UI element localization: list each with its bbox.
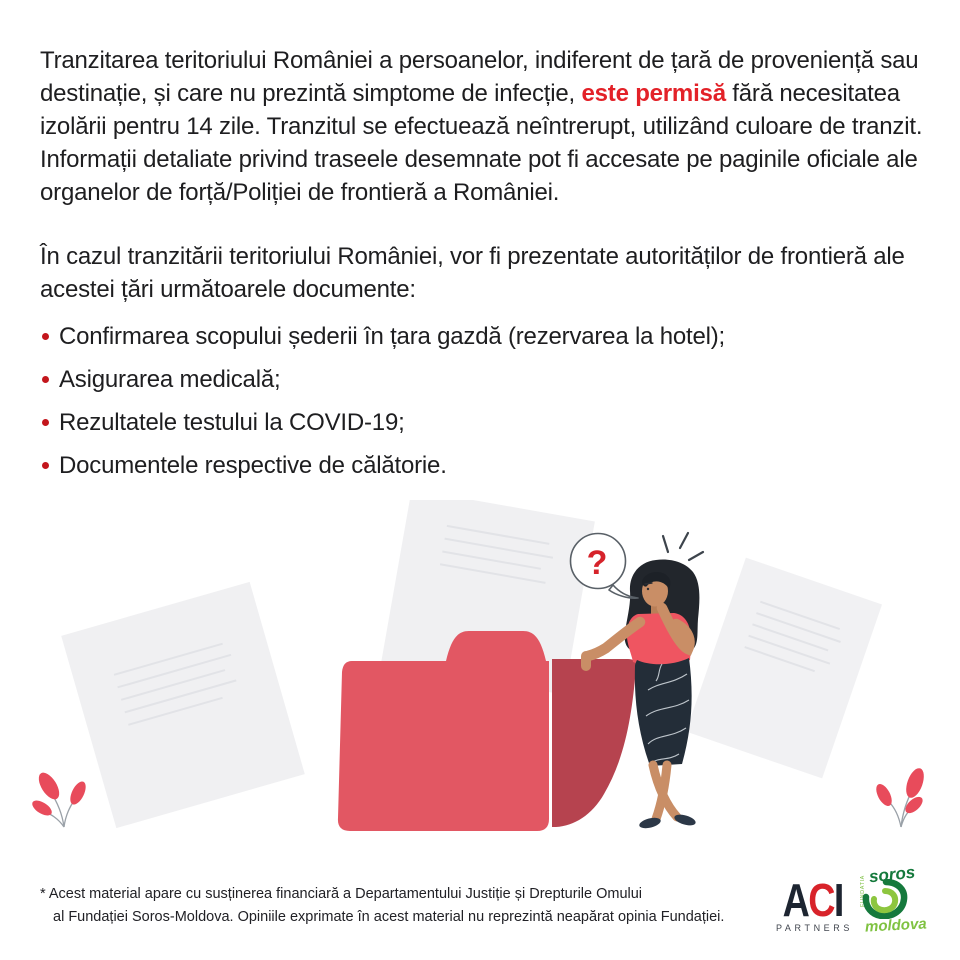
- eye: [647, 588, 649, 590]
- intro-paragraph: [40, 44, 924, 209]
- hand-on-folder: [581, 651, 591, 671]
- list-item-text: Documentele respective de călătorie.: [59, 452, 447, 479]
- list-item: [40, 363, 924, 396]
- list-item-text: Rezultatele testului la COVID-19;: [59, 409, 405, 436]
- soros-swirl-icon: [862, 879, 908, 919]
- aci-logo-word: [782, 874, 844, 926]
- footer-disclaimer: [40, 883, 724, 929]
- folder-front-panel: [338, 631, 549, 831]
- list-item: [40, 320, 924, 353]
- disclaimer-line-1: * Acest material apare cu susținerea financiară a Departamentului Justiție și Drepturile Omului: [40, 886, 643, 902]
- folder-back-panel: [552, 659, 636, 827]
- aci-logo-subtitle: PARTNERS: [776, 923, 853, 933]
- flying-paper-right: [686, 558, 882, 779]
- list-item-text: Asigurarea medicală;: [59, 366, 281, 393]
- folder-illustration: [0, 500, 960, 850]
- intro-highlight: este permisă: [581, 80, 726, 107]
- eyebrow: [645, 583, 652, 584]
- documents-lead-paragraph: În cazul tranzitării teritoriului României, vor fi prezentate autorităților de frontieră ale acestei țări următoarele documente:: [40, 243, 905, 303]
- list-item-text: Confirmarea scopului șederii în țara gazdă (rezervarea la hotel);: [59, 323, 725, 350]
- bullet-dot: [42, 419, 49, 426]
- soros-name: soros: [868, 862, 917, 887]
- soros-foundation-label: FUNDATIA: [859, 875, 866, 907]
- flying-paper-left: [61, 582, 305, 828]
- bullet-dot: [42, 462, 49, 469]
- text-content: [40, 44, 924, 492]
- illustration-svg: [0, 500, 960, 850]
- bullet-dot: [42, 376, 49, 383]
- plant-left: [30, 769, 89, 827]
- aci-letter-a: A: [782, 874, 809, 926]
- stress-marks-icon: [663, 533, 703, 560]
- plant-right: [873, 766, 927, 827]
- bullet-dot: [42, 333, 49, 340]
- list-item: [40, 449, 924, 482]
- soros-moldova-logo: [856, 864, 942, 944]
- intro-text-end: fără necesitatea izolării pentru 14 zile. Tranzitul se efectuează neîntrerupt, utilizând culoare de tranzit. Informații detaliate privind traseele desemnate pot fi accesate pe paginile oficiale ale organelor de forță/Poliției de frontieră a României.: [40, 80, 923, 206]
- disclaimer-line-2: al Fundației Soros-Moldova. Opiniile exprimate în acest material nu reprezintă neapărat opinia Fundației.: [53, 909, 725, 925]
- intro-text-start: Tranzitarea teritoriului României a persoanelor, indiferent de țară de proveniență sau destinație, și care nu prezintă simptome de infecție,: [40, 47, 919, 107]
- question-mark: ?: [586, 544, 608, 582]
- documents-list: [40, 320, 924, 482]
- aci-letter-i: I: [834, 874, 844, 926]
- list-item: [40, 406, 924, 439]
- soros-region: moldova: [864, 915, 928, 936]
- aci-letter-c: C: [808, 874, 835, 926]
- skirt: [635, 658, 692, 766]
- aci-partners-logo: [770, 874, 856, 933]
